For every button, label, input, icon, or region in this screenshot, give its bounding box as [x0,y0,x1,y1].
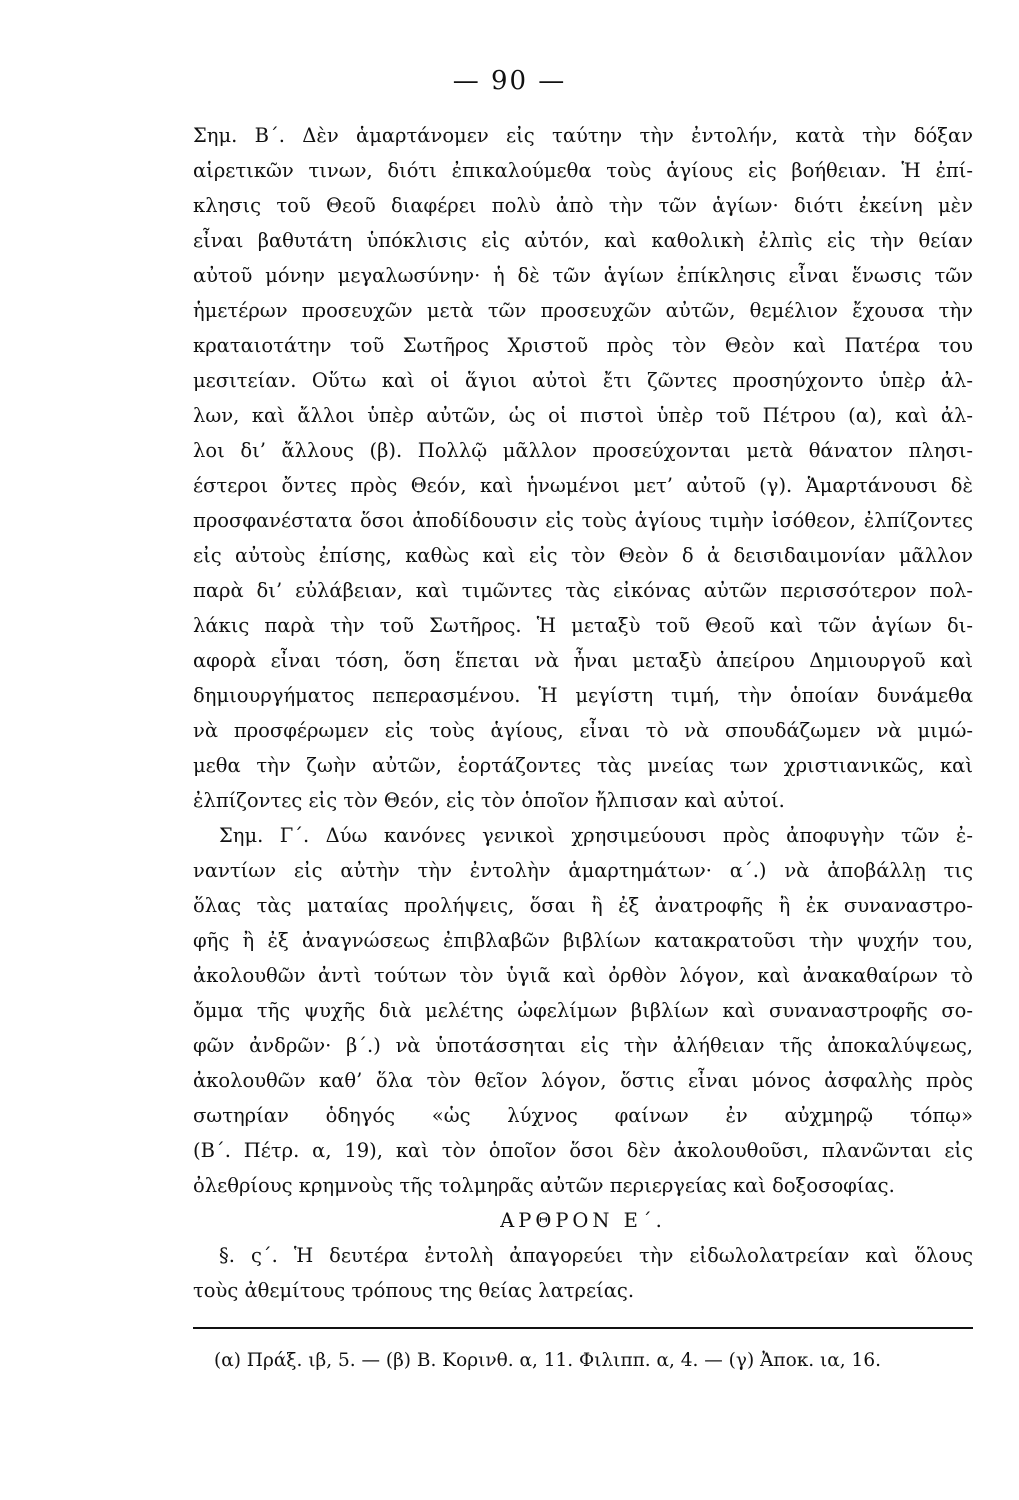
section-heading: ΑΡΘΡΟΝ Ε΄. [500,1209,666,1232]
text-line: δημιουργήματος πεπερασμένου. Ἡ μεγίστη τιμή, τὴν ὁποίαν δυνάμεθα [193,684,973,707]
text-line: λοι δι’ ἄλλους (β). Πολλῷ μᾶλλον προσεύχονται μετὰ θάνατον πλησι- [193,439,973,462]
footnotes: (α) Πράξ. ιβ, 5. — (β) Β. Κορινθ. α, 11. Φιλιππ. α, 4. — (γ) Ἀποκ. ια, 16. [214,1350,881,1371]
text-line: Σημ. Γ΄. Δύω κανόνες γενικοὶ χρησιμεύουσι πρὸς ἀποφυγὴν τῶν ἐ- [219,824,973,847]
text-line: φῶν ἀνδρῶν· β΄.) νὰ ὑποτάσσηται εἰς τὴν ἀλήθειαν τῆς ἀποκαλύψεως, [193,1034,973,1057]
text-line: ἀκολουθῶν καθ’ ὅλα τὸν θεῖον λόγον, ὅστις εἶναι μόνος ἀσφαλὴς πρὸς [193,1069,973,1092]
text-line: μεσιτείαν. Οὕτω καὶ οἱ ἅγιοι αὐτοὶ ἔτι ζῶντες προσηύχοντο ὑπὲρ ἀλ- [193,369,973,392]
text-line: Σημ. Β΄. Δὲν ἁμαρτάνομεν εἰς ταύτην τὴν ἐντολήν, κατὰ τὴν δόξαν [193,124,973,147]
text-line: προσφανέστατα ὅσοι ἀποδίδουσιν εἰς τοὺς ἁγίους τιμὴν ἰσόθεον, ἐλπίζοντες [193,509,973,532]
text-line: ὄμμα τῆς ψυχῆς διὰ μελέτης ὠφελίμων βιβλίων καὶ συναναστροφῆς σο- [193,999,973,1022]
text-line: εἶναι βαθυτάτη ὑπόκλισις εἰς αὐτόν, καὶ καθολικὴ ἐλπὶς εἰς τὴν θείαν [193,229,973,252]
text-line: εἰς αὐτοὺς ἐπίσης, καθὼς καὶ εἰς τὸν Θεὸν δ ἀ δεισιδαιμονίαν μᾶλλον [193,544,973,567]
text-line: (Β΄. Πέτρ. α, 19), καὶ τὸν ὁποῖον ὅσοι δὲν ἀκολουθοῦσι, πλανῶνται εἰς [193,1139,973,1162]
text-line: ναντίων εἰς αὐτὴν τὴν ἐντολὴν ἁμαρτημάτων· α΄.) νὰ ἀποβάλλῃ τις [193,859,973,882]
text-line: λων, καὶ ἄλλοι ὑπὲρ αὐτῶν, ὡς οἱ πιστοὶ ὑπὲρ τοῦ Πέτρου (α), καὶ ἀλ- [193,404,973,427]
text-line: τοὺς ἀθεμίτους τρόπους της θείας λατρείας. [193,1279,635,1302]
text-line: ἀκολουθῶν ἀντὶ τούτων τὸν ὑγιᾶ καὶ ὀρθὸν λόγον, καὶ ἀνακαθαίρων τὸ [193,964,973,987]
text-line: §. ς΄. Ἡ δευτέρα ἐντολὴ ἀπαγορεύει τὴν εἰδωλολατρείαν καὶ ὅλους [219,1244,973,1267]
text-line: ἐλπίζοντες εἰς τὸν Θεόν, εἰς τὸν ὁποῖον ἤλπισαν καὶ αὐτοί. [193,789,785,812]
body-text [193,118,973,1308]
text-line: έστεροι ὄντες πρὸς Θεόν, καὶ ἡνωμένοι μετ’ αὐτοῦ (γ). Ἁμαρτάνουσι δὲ [193,474,973,497]
text-line: αἱρετικῶν τινων, διότι ἐπικαλούμεθα τοὺς ἁγίους εἰς βοήθειαν. Ἡ ἐπί- [193,159,973,182]
text-line: σωτηρίαν ὁδηγός «ὡς λύχνος φαίνων ἐν αὐχμηρῷ τόπῳ» [193,1104,973,1127]
text-line: παρὰ δι’ εὐλάβειαν, καὶ τιμῶντες τὰς εἰκόνας αὐτῶν περισσότερον πολ- [193,579,973,602]
text-line: φῆς ἢ ἐξ ἀναγνώσεως ἐπιβλαβῶν βιβλίων κατακρατοῦσι τὴν ψυχήν του, [193,929,973,952]
text-line: ὅλας τὰς ματαίας προλήψεις, ὅσαι ἢ ἐξ ἀνατροφῆς ἢ ἐκ συναναστρο- [193,894,973,917]
page-number: — 90 — [452,66,567,96]
text-line: μεθα τὴν ζωὴν αὐτῶν, ἑορτάζοντες τὰς μνείας των χριστιανικῶς, καὶ [193,754,973,777]
text-line: αὐτοῦ μόνην μεγαλωσύνην· ἡ δὲ τῶν ἁγίων ἐπίκλησις εἶναι ἕνωσις τῶν [193,264,973,287]
text-line: αφορὰ εἶναι τόση, ὅση ἕπεται νὰ ἦναι μεταξὺ ἀπείρου Δημιουργοῦ καὶ [193,649,973,672]
text-line: λάκις παρὰ τὴν τοῦ Σωτῆρος. Ἡ μεταξὺ τοῦ Θεοῦ καὶ τῶν ἁγίων δι- [193,614,973,637]
text-line: νὰ προσφέρωμεν εἰς τοὺς ἁγίους, εἶναι τὸ νὰ σπουδάζωμεν νὰ μιμώ- [193,719,973,742]
text-line: ἡμετέρων προσευχῶν μετὰ τῶν προσευχῶν αὐτῶν, θεμέλιον ἔχουσα τὴν [193,299,973,322]
text-line: ὀλεθρίους κρημνοὺς τῆς τολμηρᾶς αὐτῶν περιεργείας καὶ δοξοσοφίας. [193,1174,895,1197]
text-line: κλησις τοῦ Θεοῦ διαφέρει πολὺ ἀπὸ τὴν τῶν ἁγίων· διότι ἐκείνη μὲν [193,194,973,217]
footnote-divider [193,1327,973,1329]
text-line: κραταιοτάτην τοῦ Σωτῆρος Χριστοῦ πρὸς τὸν Θεὸν καὶ Πατέρα του [193,334,973,357]
